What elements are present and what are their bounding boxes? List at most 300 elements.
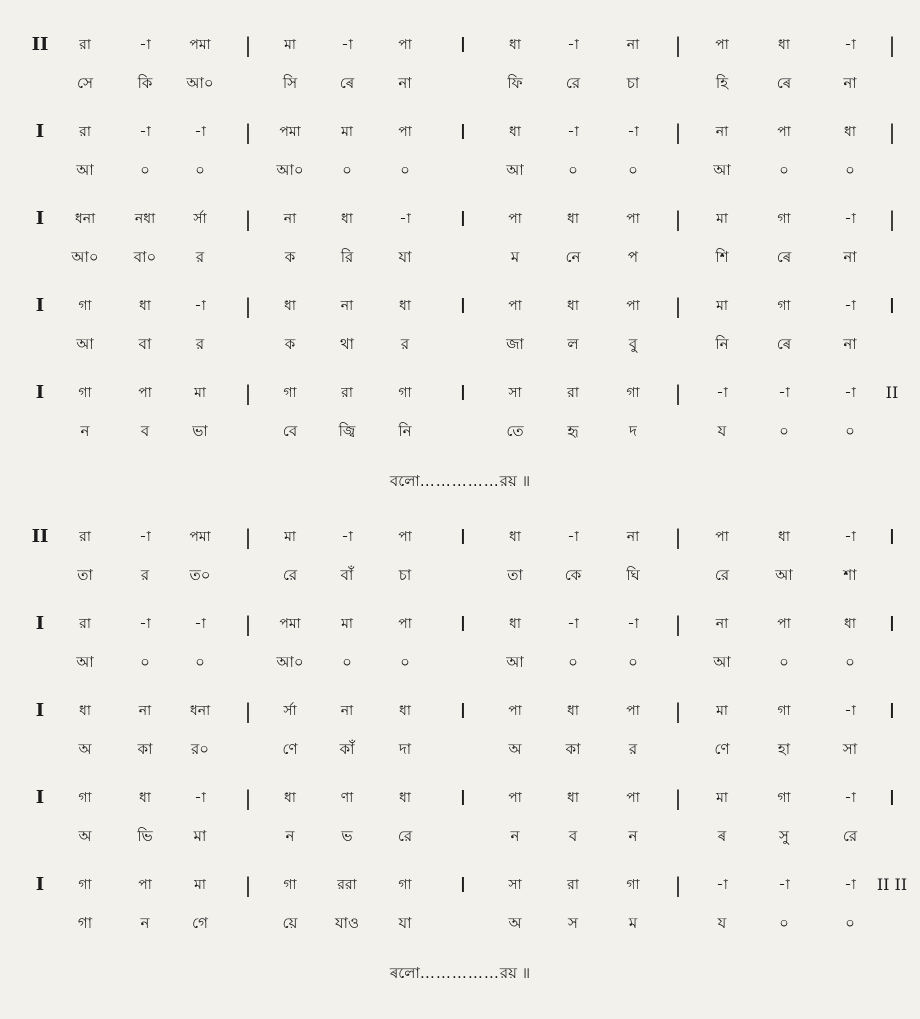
- swara-note: পা: [138, 877, 152, 893]
- bar-line: |: [244, 381, 252, 405]
- swara-note: রা: [341, 385, 353, 401]
- notation-row: [0, 609, 920, 639]
- bar-line: |: [674, 381, 682, 405]
- lyric-syllable: আ: [76, 335, 94, 353]
- lyric-syllable: সি: [282, 74, 298, 92]
- swara-note: পা: [398, 37, 412, 53]
- lyric-syllable: ৰে: [776, 248, 792, 266]
- swara-note: -া: [139, 529, 151, 545]
- lyric-syllable: ৰে: [776, 74, 792, 92]
- notation-row: [0, 30, 920, 60]
- lyric-syllable: ০: [628, 161, 638, 179]
- lyric-syllable: ০: [779, 653, 789, 671]
- swara-note: পা: [398, 124, 412, 140]
- swara-note: পমা: [189, 529, 211, 545]
- swara-note: গা: [283, 877, 297, 893]
- lyric-syllable: যা: [398, 248, 412, 266]
- lyric-syllable: ভি: [137, 827, 153, 845]
- lyric-syllable: বাঁ: [340, 566, 354, 584]
- lyric-syllable: ০: [779, 914, 789, 932]
- notation-row: [0, 291, 920, 321]
- lyric-syllable: নি: [398, 422, 412, 440]
- lyric-syllable: তা: [507, 566, 523, 584]
- lyric-syllable: দ: [629, 422, 637, 440]
- line-start-mark: II: [31, 526, 49, 547]
- swara-note: -া: [567, 529, 579, 545]
- lyric-syllable: আ: [713, 161, 731, 179]
- lyric-syllable: ন: [285, 827, 295, 845]
- lyric-syllable: ০: [342, 653, 352, 671]
- bar-line: |: [244, 525, 252, 549]
- lyric-syllable: আ: [76, 161, 94, 179]
- swara-note: -া: [399, 211, 411, 227]
- swara-note: পা: [508, 211, 522, 227]
- lyric-syllable: ন: [80, 422, 90, 440]
- lyric-syllable: না: [843, 335, 857, 353]
- lyric-syllable: ফি: [507, 74, 523, 92]
- footer-end-word: রয় ॥: [499, 964, 531, 982]
- swara-note: পা: [138, 385, 152, 401]
- lyric-syllable: অ: [508, 914, 522, 932]
- line-start-mark: I: [35, 121, 45, 142]
- line-start-mark: I: [35, 295, 45, 316]
- bar-line: |: [674, 207, 682, 231]
- lyric-syllable: ০: [845, 914, 855, 932]
- swara-note: গা: [78, 385, 92, 401]
- lyric-syllable: সু: [779, 827, 789, 845]
- lyric-syllable: র: [195, 248, 205, 266]
- swara-note: ধনা: [74, 211, 96, 227]
- lyric-syllable: ০: [400, 653, 410, 671]
- section-footer: [0, 468, 920, 494]
- swara-note: সা: [508, 385, 522, 401]
- swara-note: ধা: [509, 616, 521, 632]
- bar-line: |: [244, 120, 252, 144]
- swara-note: মা: [284, 37, 296, 53]
- swara-note: না: [626, 529, 640, 545]
- lyric-syllable: ণে: [282, 740, 298, 758]
- bar-line: I: [889, 699, 895, 723]
- swara-note: পা: [508, 790, 522, 806]
- bar-line: |: [244, 33, 252, 57]
- bar-line: |: [674, 120, 682, 144]
- bar-line: I: [889, 612, 895, 636]
- swara-note: মা: [716, 790, 728, 806]
- bar-line: |: [674, 699, 682, 723]
- swara-note: পমা: [279, 124, 301, 140]
- swara-note: মা: [194, 877, 206, 893]
- lyric-syllable: ০: [845, 161, 855, 179]
- bar-line: I: [460, 120, 466, 144]
- lyric-syllable: আ০: [276, 653, 304, 671]
- lyric-row: [0, 560, 920, 590]
- swara-note: না: [340, 298, 354, 314]
- lyric-syllable: গা: [77, 914, 93, 932]
- lyric-syllable: মা: [193, 827, 207, 845]
- bar-line: |: [244, 294, 252, 318]
- swara-note: গা: [777, 298, 791, 314]
- bar-line: II II: [876, 875, 908, 894]
- lyric-syllable: ৰ: [717, 827, 727, 845]
- bar-line: I: [460, 33, 466, 57]
- swara-note: পা: [626, 703, 640, 719]
- bar-line: |: [888, 120, 896, 144]
- lyric-syllable: ০: [400, 161, 410, 179]
- swara-note: -া: [844, 877, 856, 893]
- swara-note: ররা: [337, 877, 357, 893]
- bar-line: I: [460, 525, 466, 549]
- footer-dots: ……………: [419, 964, 500, 982]
- swara-note: -া: [778, 877, 790, 893]
- lyric-syllable: দা: [398, 740, 412, 758]
- swara-note: ধা: [399, 703, 411, 719]
- footer-dots: ……………: [419, 472, 500, 490]
- lyric-syllable: তে: [506, 422, 524, 440]
- lyric-syllable: তা: [77, 566, 93, 584]
- lyric-syllable: ঘি: [626, 566, 640, 584]
- lyric-syllable: না: [843, 74, 857, 92]
- swara-note: -া: [844, 298, 856, 314]
- lyric-syllable: গে: [192, 914, 208, 932]
- lyric-row: [0, 329, 920, 359]
- lyric-syllable: আ: [76, 653, 94, 671]
- lyric-syllable: রি: [340, 248, 354, 266]
- bar-line: |: [674, 294, 682, 318]
- lyric-syllable: ত০: [189, 566, 211, 584]
- swara-note: সা: [508, 877, 522, 893]
- lyric-syllable: র: [140, 566, 150, 584]
- lyric-syllable: য: [717, 422, 727, 440]
- lyric-syllable: হৃ: [567, 422, 579, 440]
- bar-line: II: [885, 383, 899, 402]
- lyric-row: [0, 647, 920, 677]
- notation-row: [0, 870, 920, 900]
- swara-note: ধা: [284, 298, 296, 314]
- lyric-syllable: রে: [714, 566, 730, 584]
- lyric-syllable: বা০: [133, 248, 157, 266]
- lyric-syllable: আ০: [186, 74, 214, 92]
- swara-note: ধা: [341, 211, 353, 227]
- swara-note: রা: [79, 616, 91, 632]
- swara-note: -া: [844, 703, 856, 719]
- bar-line: I: [889, 786, 895, 810]
- lyric-syllable: কি: [137, 74, 153, 92]
- line-start-mark: I: [35, 787, 45, 808]
- swara-note: -া: [844, 385, 856, 401]
- lyric-syllable: ম: [628, 914, 638, 932]
- notation-row: [0, 696, 920, 726]
- lyric-syllable: ০: [195, 161, 205, 179]
- bar-line: I: [460, 873, 466, 897]
- swara-note: পা: [398, 529, 412, 545]
- swara-note: ধা: [399, 298, 411, 314]
- lyric-syllable: জ্বি: [338, 422, 356, 440]
- swara-note: মা: [716, 703, 728, 719]
- swara-note: পা: [715, 37, 729, 53]
- swara-note: ধা: [284, 790, 296, 806]
- lyric-syllable: ০: [140, 653, 150, 671]
- lyric-row: [0, 68, 920, 98]
- swara-note: -া: [627, 616, 639, 632]
- lyric-syllable: ম: [510, 248, 520, 266]
- swara-note: ধা: [509, 37, 521, 53]
- swara-note: পা: [626, 211, 640, 227]
- lyric-syllable: ভা: [192, 422, 208, 440]
- swara-note: পা: [777, 124, 791, 140]
- lyric-syllable: কা: [137, 740, 153, 758]
- swara-note: পা: [626, 298, 640, 314]
- lyric-syllable: ক: [284, 248, 296, 266]
- lyric-syllable: অ: [78, 740, 92, 758]
- footer-end-word: রয় ॥: [499, 472, 531, 490]
- swara-note: নধা: [134, 211, 156, 227]
- swara-note: রা: [79, 529, 91, 545]
- lyric-syllable: ন: [628, 827, 638, 845]
- lyric-syllable: ক: [284, 335, 296, 353]
- swara-note: ধা: [844, 124, 856, 140]
- swara-note: -া: [716, 877, 728, 893]
- bar-line: |: [674, 612, 682, 636]
- swara-note: মা: [341, 124, 353, 140]
- swara-note: ধা: [778, 529, 790, 545]
- swara-note: পমা: [189, 37, 211, 53]
- swara-note: পা: [398, 616, 412, 632]
- swara-note: পা: [508, 298, 522, 314]
- swara-note: -া: [139, 616, 151, 632]
- swara-note: না: [626, 37, 640, 53]
- lyric-row: [0, 821, 920, 851]
- swara-note: গা: [626, 877, 640, 893]
- swara-note: ধা: [778, 37, 790, 53]
- swara-note: ধা: [509, 124, 521, 140]
- lyric-syllable: না: [398, 74, 412, 92]
- swara-note: -া: [778, 385, 790, 401]
- bar-line: |: [244, 612, 252, 636]
- swara-note: -া: [567, 616, 579, 632]
- swara-note: ণা: [340, 790, 354, 806]
- lyric-syllable: আ: [506, 653, 524, 671]
- bar-line: |: [674, 33, 682, 57]
- lyric-syllable: ০: [568, 653, 578, 671]
- swara-note: ধা: [139, 790, 151, 806]
- lyric-syllable: আ০: [71, 248, 99, 266]
- lyric-syllable: ব: [140, 422, 150, 440]
- swara-note: না: [715, 616, 729, 632]
- swara-note: গা: [78, 790, 92, 806]
- lyric-syllable: চা: [398, 566, 412, 584]
- swara-note: -া: [341, 529, 353, 545]
- lyric-row: [0, 242, 920, 272]
- swara-note: রা: [79, 37, 91, 53]
- swara-note: -া: [567, 124, 579, 140]
- bar-line: |: [674, 525, 682, 549]
- swara-note: না: [340, 703, 354, 719]
- swara-note: -া: [567, 37, 579, 53]
- lyric-syllable: আ: [506, 161, 524, 179]
- swara-note: -া: [627, 124, 639, 140]
- swara-note: -া: [844, 211, 856, 227]
- lyric-syllable: প: [627, 248, 639, 266]
- lyric-syllable: ০: [845, 422, 855, 440]
- bar-line: |: [888, 207, 896, 231]
- bar-line: I: [460, 294, 466, 318]
- lyric-syllable: বা: [138, 335, 152, 353]
- swara-note: -া: [194, 124, 206, 140]
- lyric-syllable: সে: [77, 74, 93, 92]
- swara-note: -া: [194, 298, 206, 314]
- lyric-syllable: বে: [282, 422, 298, 440]
- lyric-syllable: না: [843, 248, 857, 266]
- lyric-syllable: ণে: [714, 740, 730, 758]
- footer-start-word: ৰলো: [389, 964, 420, 982]
- lyric-syllable: য়ে: [282, 914, 298, 932]
- swara-note: -া: [139, 37, 151, 53]
- notation-row: [0, 522, 920, 552]
- swara-note: গা: [398, 385, 412, 401]
- swara-note: গা: [777, 703, 791, 719]
- line-start-mark: I: [35, 382, 45, 403]
- swara-note: -া: [844, 529, 856, 545]
- swara-note: ধনা: [189, 703, 211, 719]
- lyric-syllable: র: [195, 335, 205, 353]
- swara-note: ধা: [509, 529, 521, 545]
- lyric-syllable: আ০: [276, 161, 304, 179]
- lyric-syllable: নি: [715, 335, 729, 353]
- lyric-row: [0, 734, 920, 764]
- swara-note: মা: [716, 211, 728, 227]
- swara-note: -া: [139, 124, 151, 140]
- lyric-syllable: ৰে: [776, 335, 792, 353]
- swara-note: র্সা: [193, 211, 207, 227]
- lyric-syllable: কা: [565, 740, 581, 758]
- swara-note: না: [138, 703, 152, 719]
- lyric-syllable: ০: [779, 161, 789, 179]
- line-start-mark: II: [31, 34, 49, 55]
- lyric-syllable: ০: [342, 161, 352, 179]
- bar-line: I: [460, 207, 466, 231]
- swara-note: মা: [716, 298, 728, 314]
- lyric-syllable: চা: [626, 74, 640, 92]
- lyric-syllable: হা: [777, 740, 791, 758]
- swara-note: ধা: [399, 790, 411, 806]
- bar-line: |: [244, 873, 252, 897]
- lyric-syllable: ০: [628, 653, 638, 671]
- lyric-syllable: ল: [567, 335, 579, 353]
- lyric-syllable: র০: [190, 740, 210, 758]
- bar-line: |: [244, 699, 252, 723]
- swara-note: ধা: [844, 616, 856, 632]
- lyric-row: [0, 155, 920, 185]
- bar-line: I: [460, 381, 466, 405]
- swara-note: পা: [508, 703, 522, 719]
- swara-note: পা: [715, 529, 729, 545]
- swara-note: গা: [78, 298, 92, 314]
- lyric-syllable: রে: [282, 566, 298, 584]
- lyric-syllable: যা: [398, 914, 412, 932]
- bar-line: |: [244, 207, 252, 231]
- line-start-mark: I: [35, 613, 45, 634]
- swara-note: গা: [283, 385, 297, 401]
- lyric-syllable: সা: [842, 740, 858, 758]
- lyric-syllable: র: [628, 740, 638, 758]
- lyric-syllable: ০: [568, 161, 578, 179]
- lyric-syllable: ন: [140, 914, 150, 932]
- lyric-syllable: ব: [568, 827, 578, 845]
- swara-note: পমা: [279, 616, 301, 632]
- lyric-syllable: অ: [78, 827, 92, 845]
- lyric-syllable: ০: [195, 653, 205, 671]
- lyric-syllable: কে: [564, 566, 582, 584]
- swara-note: পা: [626, 790, 640, 806]
- swara-note: ধা: [567, 703, 579, 719]
- swara-note: গা: [626, 385, 640, 401]
- lyric-syllable: থা: [339, 335, 355, 353]
- swara-note: -া: [194, 616, 206, 632]
- lyric-syllable: ০: [779, 422, 789, 440]
- lyric-syllable: ভ: [341, 827, 353, 845]
- lyric-row: [0, 908, 920, 938]
- swara-note: না: [283, 211, 297, 227]
- swara-note: -া: [194, 790, 206, 806]
- bar-line: I: [889, 525, 895, 549]
- footer-start-word: বলো: [389, 472, 420, 490]
- bar-line: I: [460, 612, 466, 636]
- bar-line: I: [460, 786, 466, 810]
- lyric-syllable: ০: [140, 161, 150, 179]
- swara-note: র্সা: [283, 703, 297, 719]
- lyric-syllable: জা: [506, 335, 524, 353]
- swara-note: মা: [341, 616, 353, 632]
- lyric-syllable: নে: [565, 248, 581, 266]
- lyric-syllable: অ: [508, 740, 522, 758]
- lyric-syllable: যাও: [334, 914, 360, 932]
- lyric-syllable: ০: [845, 653, 855, 671]
- swara-note: মা: [194, 385, 206, 401]
- lyric-syllable: ন: [510, 827, 520, 845]
- swara-note: গা: [398, 877, 412, 893]
- lyric-syllable: স: [568, 914, 578, 932]
- lyric-syllable: কাঁ: [339, 740, 355, 758]
- lyric-syllable: শি: [715, 248, 729, 266]
- swara-note: ধা: [79, 703, 91, 719]
- lyric-syllable: রে: [565, 74, 581, 92]
- swara-note: ধা: [139, 298, 151, 314]
- line-start-mark: I: [35, 874, 45, 895]
- bar-line: |: [244, 786, 252, 810]
- swara-note: রা: [567, 385, 579, 401]
- lyric-syllable: শা: [843, 566, 857, 584]
- lyric-syllable: আ: [713, 653, 731, 671]
- bar-line: |: [888, 33, 896, 57]
- notation-row: [0, 204, 920, 234]
- bar-line: I: [460, 699, 466, 723]
- swara-note: -া: [716, 385, 728, 401]
- lyric-syllable: বু: [628, 335, 638, 353]
- swara-note: -া: [341, 37, 353, 53]
- swara-note: গা: [777, 790, 791, 806]
- swara-note: পা: [777, 616, 791, 632]
- line-start-mark: I: [35, 208, 45, 229]
- lyric-row: [0, 416, 920, 446]
- lyric-syllable: রে: [397, 827, 413, 845]
- swara-note: ধা: [567, 790, 579, 806]
- lyric-syllable: আ: [775, 566, 793, 584]
- notation-row: [0, 378, 920, 408]
- swara-note: রা: [79, 124, 91, 140]
- swara-note: -া: [844, 37, 856, 53]
- swara-note: রা: [567, 877, 579, 893]
- lyric-syllable: হি: [715, 74, 729, 92]
